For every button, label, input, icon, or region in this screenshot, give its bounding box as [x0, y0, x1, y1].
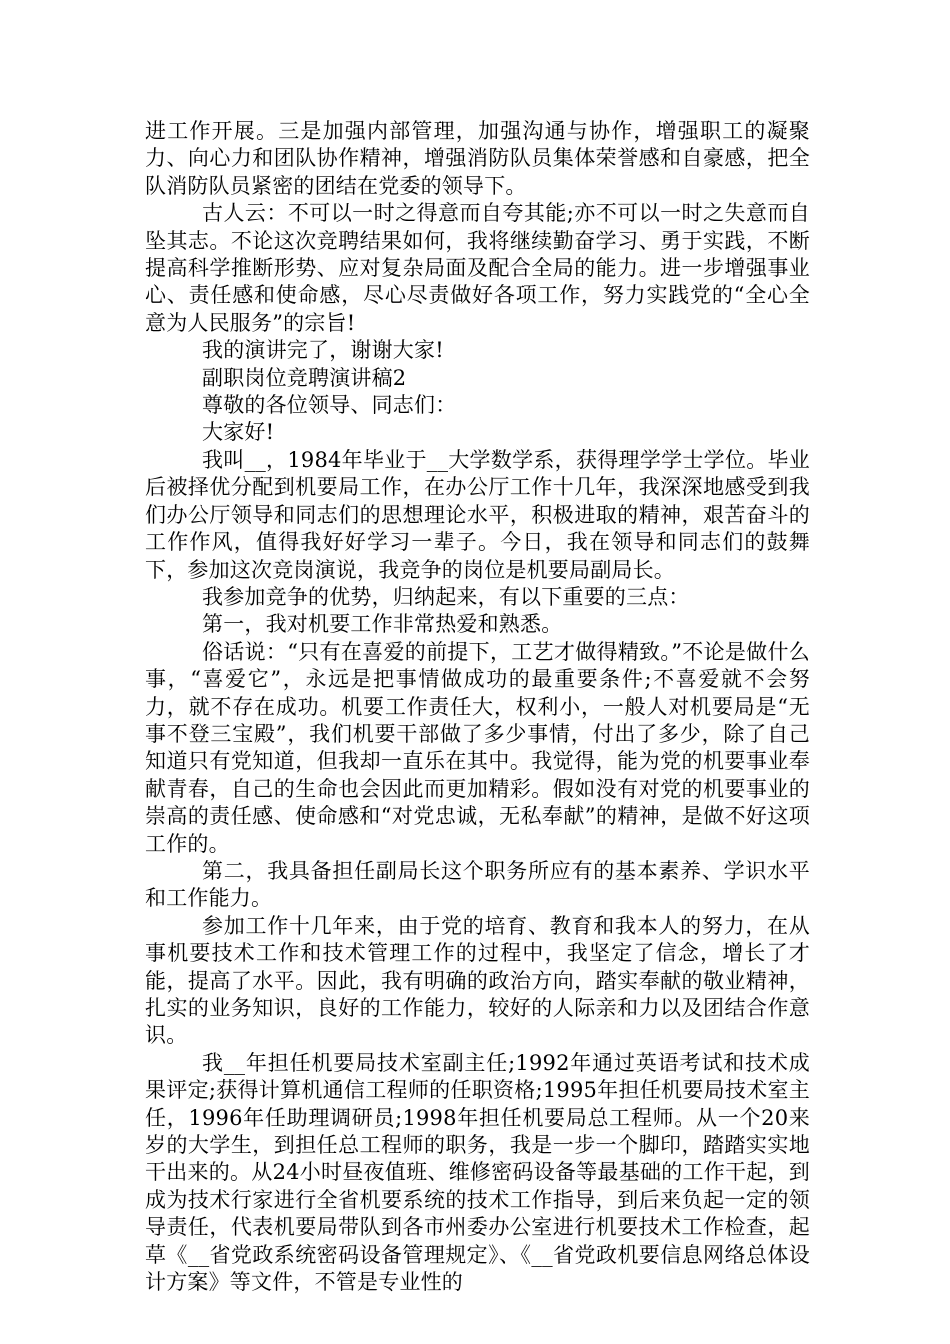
paragraph-9: 第一，我对机要工作非常热爱和熟悉。: [202, 612, 563, 637]
paragraph-7: 我叫__，1984年毕业于__大学数学系，获得理学学士学位。毕业后被择优分配到机要局工作，在办公厅工作十几年，我深深地感受到我们办公厅领导和同志们的思想理论水平，积极进取的精神，艰苦奋斗的工作作风，值得我好好学习一辈子。今日，我在领导和同志们的鼓舞下，参加这次竞岗演说，我竞争的岗位是机要局副局长。: [145, 447, 810, 582]
document-body: [145, 118, 810, 1296]
paragraph-2: 古人云：不可以一时之得意而自夸其能;亦不可以一时之失意而自坠其志。不论这次竞聘结果如何，我将继续勤奋学习、勇于实践，不断提高科学推断形势、应对复杂局面及配合全局的能力。进一步增强事业心、责任感和使命感，尽心尽责做好各项工作，努力实践党的“全心全意为人民服务”的宗旨!: [145, 201, 810, 335]
section-title: 副职岗位竞聘演讲稿2: [202, 365, 407, 390]
paragraph-8: 我参加竞争的优势，归纳起来，有以下重要的三点：: [202, 584, 690, 609]
salutation: 尊敬的各位领导、同志们：: [202, 393, 457, 418]
greeting: 大家好!: [202, 420, 275, 445]
paragraph-11: 第二，我具备担任副局长这个职务所应有的基本素养、学识水平和工作能力。: [145, 858, 810, 911]
paragraph-12: 参加工作十几年来，由于党的培育、教育和我本人的努力，在从事机要技术工作和技术管理工作的过程中，我坚定了信念，增长了才能，提高了水平。因此，我有明确的政治方向，踏实奉献的敬业精神，扎实的业务知识，良好的工作能力，较好的人际亲和力以及团结合作意识。: [145, 913, 810, 1048]
paragraph-13: 我__年担任机要局技术室副主任;1992年通过英语考试和技术成果评定;获得计算机通信工程师的任职资格;1995年担任机要局技术室主任，1996年任助理调研员;1998年担任机要局总工程师。从一个20来岁的大学生，到担任总工程师的职务，我是一步一个脚印，踏踏实实地干出来的。从24小时昼夜值班、维修密码设备等最基础的工作干起，到成为技术行家进行全省机要系统的技术工作指导，到后来负起一定的领导责任，代表机要局带队到各市州委办公室进行机要技术工作检查，起草《__省党政系统密码设备管理规定》、《__省党政机要信息网络总体设计方案》等文件，不管是专业性的: [145, 1050, 810, 1295]
paragraph-1: 进工作开展。三是加强内部管理，加强沟通与协作，增强职工的凝聚力、向心力和团队协作精神，增强消防队员集体荣誉感和自豪感，把全队消防队员紧密的团结在党委的领导下。: [145, 119, 810, 198]
paragraph-3: 我的演讲完了，谢谢大家!: [202, 338, 444, 363]
paragraph-10: 俗话说：“只有在喜爱的前提下，工艺才做得精致。”不论是做什么事，“喜爱它”，永远是把事情做成功的最重要条件;不喜爱就不会努力，就不存在成功。机要工作责任大，权利小，一般人对机要局是“无事不登三宝殿”，我们机要干部做了多少事情，付出了多少，除了自己知道只有党知道，但我却一直乐在其中。我觉得，能为党的机要事业奉献青春，自己的生命也会因此而更加精彩。假如没有对党的机要事业的崇高的责任感、使命感和“对党忠诚，无私奉献”的精神，是做不好这项工作的。: [145, 639, 810, 856]
